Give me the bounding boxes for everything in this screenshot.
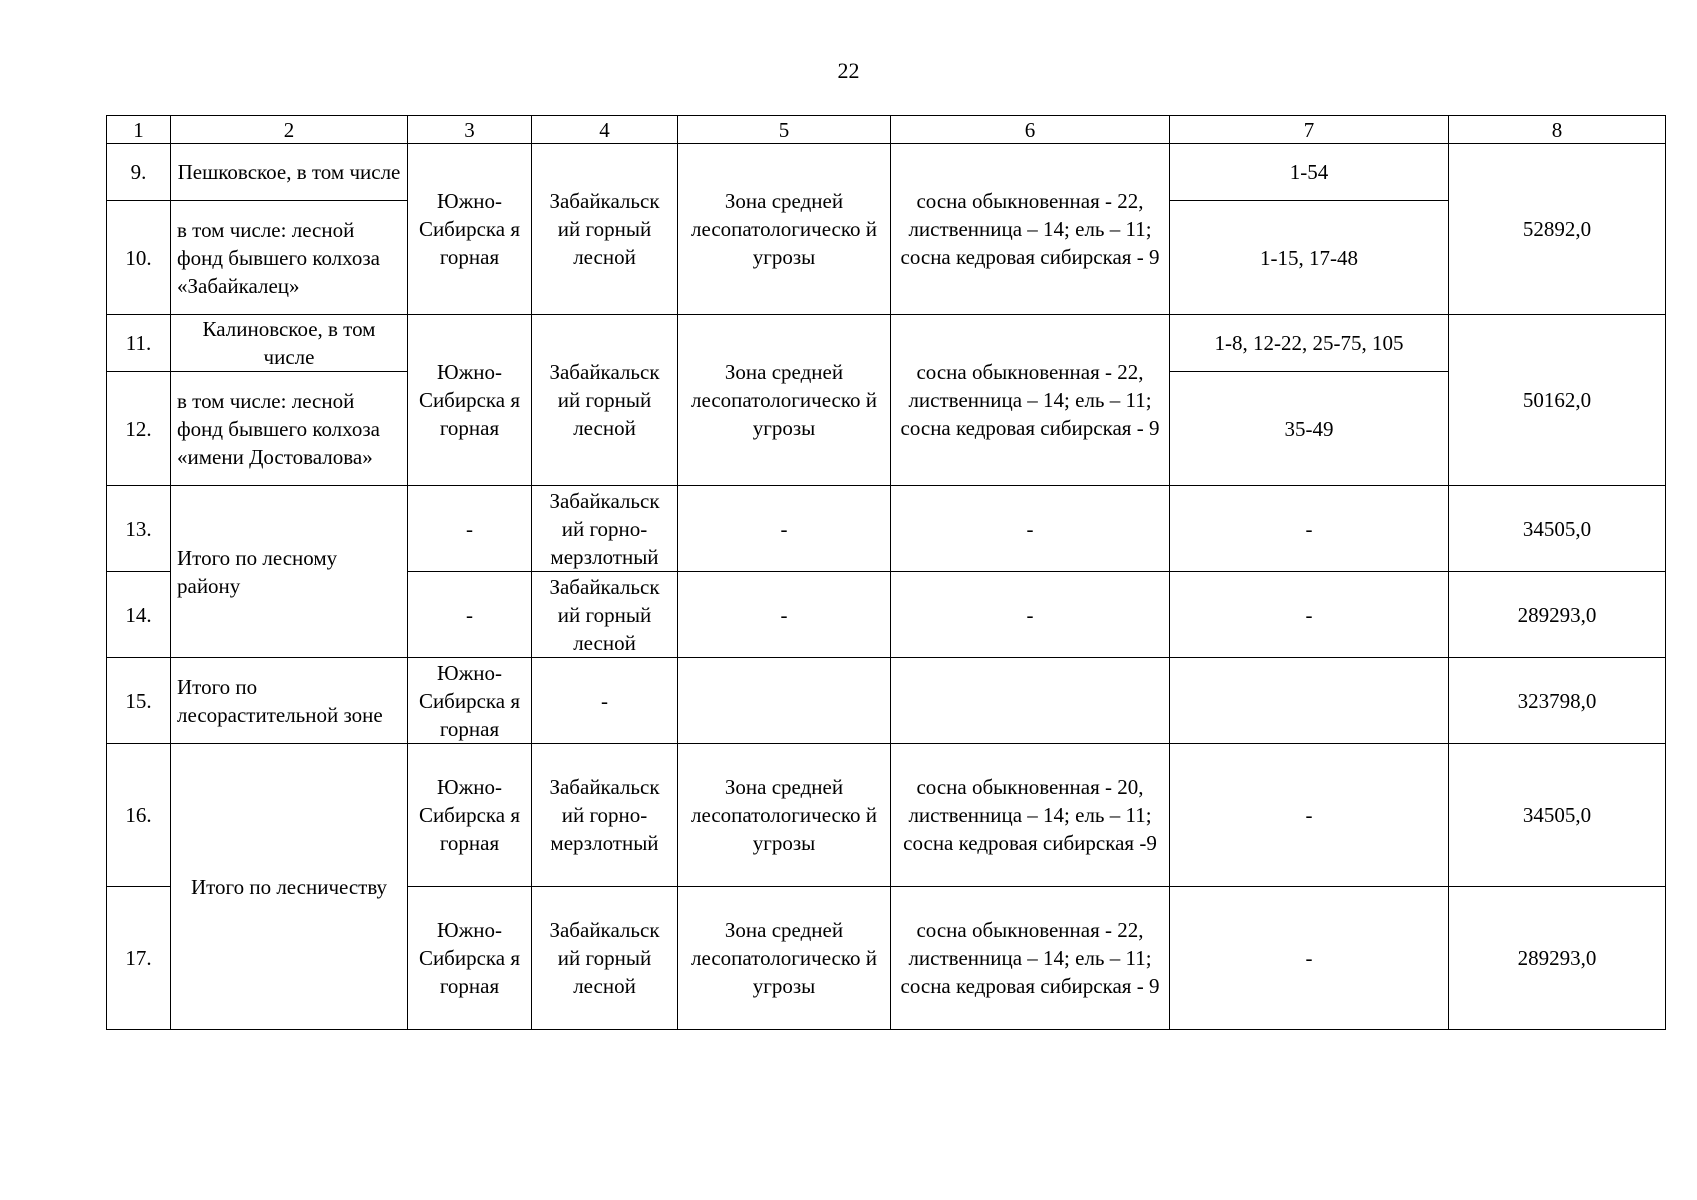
area-value: 52892,0 — [1449, 144, 1666, 315]
forest-zone-region: Южно-Сибирска я горная — [408, 887, 532, 1030]
column-header: 5 — [678, 116, 891, 144]
quarter-numbers — [1170, 658, 1449, 744]
area-value: 50162,0 — [1449, 315, 1666, 486]
quarter-numbers: - — [1170, 486, 1449, 572]
species-list: сосна обыкновенная - 22, лиственница – 14; ель – 11; сосна кедровая сибирская - 9 — [891, 144, 1170, 315]
row-number: 11. — [107, 315, 171, 372]
forest-zone-region: - — [408, 572, 532, 658]
forest-district: Забайкальск ий горно-мерзлотный — [532, 744, 678, 887]
species-list: - — [891, 572, 1170, 658]
table-row — [107, 486, 1666, 572]
quarter-numbers: 1-15, 17-48 — [1170, 201, 1449, 315]
row-number: 14. — [107, 572, 171, 658]
row-number: 16. — [107, 744, 171, 887]
quarter-numbers: - — [1170, 887, 1449, 1030]
table-row — [107, 315, 1666, 372]
species-list: сосна обыкновенная - 22, лиственница – 14; ель – 11; сосна кедровая сибирская - 9 — [891, 887, 1170, 1030]
area-value: 323798,0 — [1449, 658, 1666, 744]
row-number: 15. — [107, 658, 171, 744]
forest-zone-region: Южно-Сибирска я горная — [408, 744, 532, 887]
area-value: 289293,0 — [1449, 887, 1666, 1030]
forestry-name: в том числе: лесной фонд бывшего колхоза «имени Достовалова» — [171, 372, 408, 486]
species-list: сосна обыкновенная - 22, лиственница – 14; ель – 11; сосна кедровая сибирская - 9 — [891, 315, 1170, 486]
quarter-numbers: - — [1170, 744, 1449, 887]
column-header: 2 — [171, 116, 408, 144]
forestry-name: в том числе: лесной фонд бывшего колхоза «Забайкалец» — [171, 201, 408, 315]
species-list — [891, 658, 1170, 744]
forestry-name: Итого по лесорастительной зоне — [171, 658, 408, 744]
table-header-row — [107, 116, 1666, 144]
column-header: 8 — [1449, 116, 1666, 144]
species-list: сосна обыкновенная - 20, лиственница – 14; ель – 11; сосна кедровая сибирская -9 — [891, 744, 1170, 887]
table-row — [107, 744, 1666, 887]
forest-zone-region: - — [408, 486, 532, 572]
forest-district: Забайкальск ий горный лесной — [532, 887, 678, 1030]
pathology-zone: Зона средней лесопатологическо й угрозы — [678, 744, 891, 887]
column-header: 4 — [532, 116, 678, 144]
forestry-name: Пешковское, в том числе — [171, 144, 408, 201]
row-number: 10. — [107, 201, 171, 315]
forest-zone-region: Южно-Сибирска я горная — [408, 315, 532, 486]
area-value: 34505,0 — [1449, 486, 1666, 572]
forest-zone-region: Южно-Сибирска я горная — [408, 144, 532, 315]
forest-district: Забайкальск ий горный лесной — [532, 144, 678, 315]
forest-district-table — [106, 115, 1666, 1030]
pathology-zone: - — [678, 572, 891, 658]
forestry-name: Итого по лесному району — [171, 486, 408, 658]
row-number: 13. — [107, 486, 171, 572]
column-header: 6 — [891, 116, 1170, 144]
pathology-zone: Зона средней лесопатологическо й угрозы — [678, 144, 891, 315]
table-row — [107, 144, 1666, 201]
pathology-zone: Зона средней лесопатологическо й угрозы — [678, 887, 891, 1030]
forest-district: Забайкальск ий горно-мерзлотный — [532, 486, 678, 572]
forest-district: Забайкальск ий горный лесной — [532, 315, 678, 486]
forest-district: Забайкальск ий горный лесной — [532, 572, 678, 658]
pathology-zone — [678, 658, 891, 744]
forestry-name: Итого по лесничеству — [171, 744, 408, 1030]
area-value: 34505,0 — [1449, 744, 1666, 887]
column-header: 1 — [107, 116, 171, 144]
row-number: 12. — [107, 372, 171, 486]
quarter-numbers: - — [1170, 572, 1449, 658]
row-number: 9. — [107, 144, 171, 201]
area-value: 289293,0 — [1449, 572, 1666, 658]
pathology-zone: - — [678, 486, 891, 572]
page-number: 22 — [837, 58, 860, 83]
quarter-numbers: 1-8, 12-22, 25-75, 105 — [1170, 315, 1449, 372]
forestry-name: Калиновское, в том числе — [171, 315, 408, 372]
quarter-numbers: 1-54 — [1170, 144, 1449, 201]
row-number: 17. — [107, 887, 171, 1030]
table-row — [107, 658, 1666, 744]
quarter-numbers: 35-49 — [1170, 372, 1449, 486]
column-header: 7 — [1170, 116, 1449, 144]
column-header: 3 — [408, 116, 532, 144]
pathology-zone: Зона средней лесопатологическо й угрозы — [678, 315, 891, 486]
forest-district: - — [532, 658, 678, 744]
species-list: - — [891, 486, 1170, 572]
forest-zone-region: Южно-Сибирска я горная — [408, 658, 532, 744]
